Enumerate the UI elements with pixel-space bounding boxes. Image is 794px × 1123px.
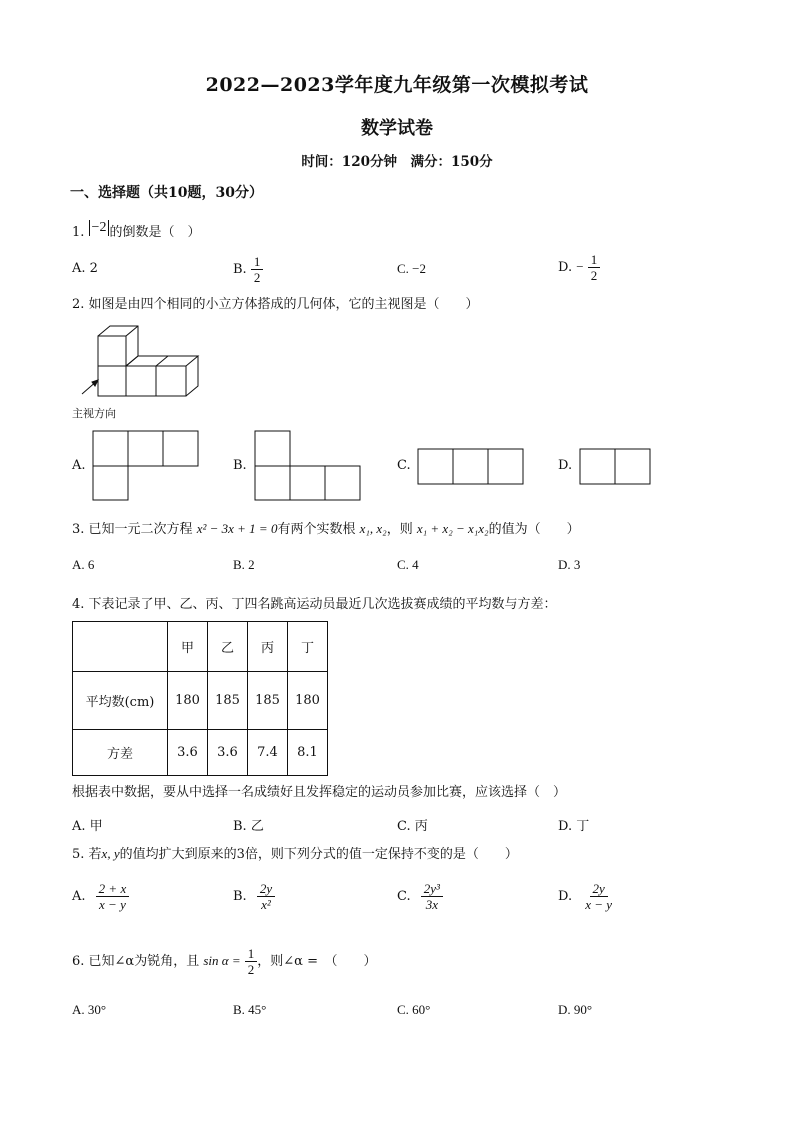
q1-option-b-fraction — [251, 254, 264, 285]
q3-option-d[interactable]: D. 3 — [558, 557, 581, 572]
q2-option-a[interactable]: A. — [72, 458, 86, 473]
cube-top-depth — [98, 326, 138, 366]
q3-option-b[interactable]: B. 2 — [233, 557, 255, 572]
table-row — [73, 672, 328, 730]
section-heading: 一、选择题（共10题，30分） — [70, 185, 263, 201]
cube-bottom-2 — [126, 366, 156, 396]
q4-option-d[interactable]: D. 丁 — [558, 819, 590, 834]
table-cell: 180 — [288, 672, 328, 730]
q5-b-numerator: 2y — [257, 881, 275, 897]
q2-option-a-figure[interactable] — [92, 430, 202, 502]
table-cell: 180 — [168, 672, 208, 730]
q3-roots: x₁, x₂ — [359, 521, 387, 536]
table-cell: 3.6 — [208, 730, 248, 776]
table-cell: 平均数(cm) — [73, 672, 168, 730]
q5-c-numerator: 2y³ — [421, 881, 443, 897]
q3-prefix: 3. 已知一元二次方程 — [72, 522, 193, 537]
table-cell: 方差 — [73, 730, 168, 776]
question-4: 4. 下表记录了甲、乙、丙、丁四名跳高运动员最近几次选拔赛成绩的平均数与方差： — [72, 597, 557, 612]
q1-option-b-label: B. — [233, 262, 247, 277]
q1-option-c[interactable]: C. −2 — [397, 261, 427, 276]
q6-option-a[interactable]: A. 30° — [72, 1002, 107, 1017]
q5-a-denominator: x − y — [99, 897, 126, 912]
q5-option-c-label: C. — [397, 889, 411, 904]
q6-denominator: 2 — [247, 962, 255, 977]
q2-option-b-figure[interactable] — [254, 430, 364, 502]
q5-option-b-label: B. — [233, 889, 247, 904]
exam-title: 2022—2023学年度九年级第一次模拟考试 — [205, 74, 589, 96]
q1-option-d-sign: − — [576, 259, 584, 274]
cube-bottom-3 — [156, 366, 186, 396]
q3-suffix: 的值为（ ） — [488, 522, 580, 537]
table-cell: 7.4 — [248, 730, 288, 776]
q5-option-b-fraction — [257, 881, 275, 912]
cube-top-front — [98, 336, 126, 366]
cube-figure — [72, 322, 212, 402]
q5-b-denominator: x² — [261, 897, 271, 912]
table-header-row — [73, 622, 328, 672]
q5-c-denominator: 3x — [425, 897, 438, 912]
table-cell: 3.6 — [168, 730, 208, 776]
q1-absolute-value: −2 — [89, 220, 110, 236]
q5-option-a[interactable] — [72, 881, 129, 912]
table-row — [73, 730, 328, 776]
q5-option-d-fraction — [582, 881, 615, 912]
q5-option-b[interactable] — [233, 881, 275, 912]
table-header-cell — [73, 622, 168, 672]
table-cell: 185 — [208, 672, 248, 730]
table-header-cell: 丙 — [248, 622, 288, 672]
q1-option-d[interactable] — [558, 252, 600, 283]
question-1 — [72, 220, 201, 242]
q1-option-b[interactable] — [233, 254, 263, 285]
table-cell: 8.1 — [288, 730, 328, 776]
q5-option-c-fraction — [421, 881, 443, 912]
q4-option-b[interactable]: B. 乙 — [233, 819, 264, 834]
exam-subtitle: 数学试卷 — [361, 118, 433, 139]
question-2: 2. 如图是由四个相同的小立方体搭成的几何体，它的主视图是（ ） — [72, 297, 479, 312]
q1-text: 的倒数是（ ） — [109, 225, 201, 240]
q2-option-b[interactable]: B. — [233, 458, 247, 473]
q1-b-denominator: 2 — [253, 270, 261, 285]
q6-numerator: 1 — [245, 946, 258, 962]
q5-d-numerator: 2y — [590, 881, 608, 897]
q2-option-c[interactable]: C. — [397, 458, 411, 473]
score-table — [72, 621, 328, 776]
q5-d-denominator: x − y — [585, 897, 613, 912]
q5-a-numerator: 2 + x — [96, 881, 130, 897]
q3-equation: x² − 3x + 1 = 0 — [196, 521, 278, 536]
q5-option-c[interactable] — [397, 881, 443, 912]
table-header-cell: 甲 — [168, 622, 208, 672]
q6-option-d[interactable]: D. 90° — [558, 1002, 593, 1017]
q5-option-a-label: A. — [72, 889, 86, 904]
q5-vars: x, y — [101, 846, 120, 861]
table-header-cell: 丁 — [288, 622, 328, 672]
q3-option-c[interactable]: C. 4 — [397, 557, 419, 572]
table-cell: 185 — [248, 672, 288, 730]
q2-option-c-figure[interactable] — [417, 448, 525, 486]
question-5 — [72, 845, 518, 864]
table-header-cell: 乙 — [208, 622, 248, 672]
q1-b-numerator: 1 — [251, 254, 264, 270]
q6-sin: sin α = — [203, 953, 241, 968]
q1-option-d-fraction — [588, 252, 601, 283]
q4-option-c[interactable]: C. 丙 — [397, 819, 428, 834]
q3-option-a[interactable]: A. 6 — [72, 557, 95, 572]
q6-option-b[interactable]: B. 45° — [233, 1002, 267, 1017]
cube-bottom-1 — [98, 366, 126, 396]
q4-follow-text: 根据表中数据，要从中选择一名成绩好且发挥稳定的运动员参加比赛，应该选择（ ） — [72, 785, 567, 800]
q3-mid: 有两个实数根 — [277, 522, 356, 537]
q5-option-d-label: D. — [558, 889, 573, 904]
q1-option-d-label: D. — [558, 260, 573, 275]
q5-option-a-fraction — [96, 881, 130, 912]
q1-option-a[interactable]: A. 2 — [72, 261, 98, 276]
view-direction-caption: 主视方向 — [72, 407, 116, 420]
q3-expression: x₁ + x₂ − x₁x₂ — [416, 521, 489, 536]
q2-option-d-figure[interactable] — [579, 448, 653, 486]
q6-suffix: ，则∠α = （ ） — [257, 954, 377, 969]
q1-d-denominator: 2 — [590, 268, 598, 283]
q5-suffix: 的值均扩大到原来的3倍，则下列分式的值一定保持不变的是（ ） — [119, 847, 518, 862]
q3-then: ，则 — [386, 522, 413, 537]
q5-prefix: 5. 若 — [72, 847, 102, 862]
q1-number: 1. — [72, 225, 85, 240]
q6-fraction — [245, 946, 258, 977]
q2-option-d[interactable]: D. — [558, 458, 573, 473]
question-3 — [72, 520, 580, 539]
exam-info: 时间：120分钟 满分：150分 — [301, 154, 493, 170]
q6-option-c[interactable]: C. 60° — [397, 1002, 431, 1017]
question-6 — [72, 946, 376, 977]
q4-option-a[interactable]: A. 甲 — [72, 819, 103, 834]
q6-prefix: 6. 已知∠α为锐角，且 — [72, 954, 200, 969]
q5-option-d[interactable] — [558, 881, 615, 912]
q1-d-numerator: 1 — [588, 252, 601, 268]
